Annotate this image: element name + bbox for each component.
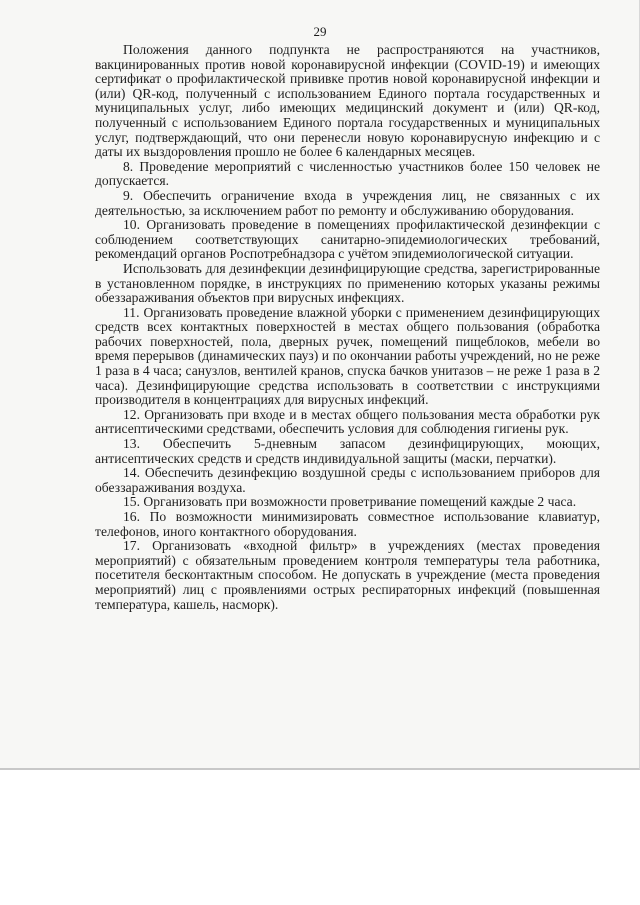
paragraph-item-10: 10. Организовать проведение в помещениях профилактической дезинфекции с соблюдением соответствующих санитарно-эпидемиологических требований, рекомендаций органов Роспотребнадзора с учётом эпидемиологической ситуации.: [95, 217, 600, 262]
document-body: [95, 43, 600, 612]
paragraph-item-16: 16. По возможности минимизировать совместное использование клавиатур, телефонов, иного контактного оборудования.: [95, 509, 600, 539]
paragraph-item-8: 8. Проведение мероприятий с численностью участников более 150 человек не допускается.: [95, 158, 600, 189]
page-number: 29: [313, 24, 327, 39]
paragraph-item-13: 13. Обеспечить 5-дневным запасом дезинфицирующих, моющих, антисептических средств и средств индивидуальной защиты (маски, перчатки).: [95, 436, 600, 466]
paragraph-item-17: 17. Организовать «входной фильтр» в учреждениях (местах проведения мероприятий) с обязательным проведением контроля температуры тела работника, посетителя бесконтактным способом. Не допускать в учреждение (места проведения мероприятий) лиц с проявлениями острых респираторных инфекций (повышенная температура, кашель, насморк).: [95, 538, 600, 612]
paragraph-disinfectants: Использовать для дезинфекции дезинфицирующие средства, зарегистрированные в установленном порядке, в инструкциях по применению которых указаны режимы обеззараживания объектов при вирусных инфекциях.: [95, 260, 600, 306]
paragraph-item-14: 14. Обеспечить дезинфекцию воздушной среды с использованием приборов для обеззараживания воздуха.: [95, 465, 600, 495]
paragraph-item-15: 15. Организовать при возможности проветривание помещений каждые 2 часа.: [123, 494, 577, 510]
paragraph-item-11: 11. Организовать проведение влажной уборки с применением дезинфицирующих средств всех контактных поверхностей в местах общего пользования (обработка рабочих поверхностей, пола, дверных ручек, помещений пищеблоков, мебели во время перерывов (динамических пауз) и по окончании работы учреждений, но не реже 1 раза в 4 часа; санузлов, вентилей кранов, спуска бачков унитазов – не реже 1 раза в 2 часа). Дезинфицирующие средства использовать в соответствии с инструкциями производителя в концентрациях для вирусных инфекций.: [95, 304, 600, 408]
paragraph-item-9: 9. Обеспечить ограничение входа в учреждения лиц, не связанных с их деятельностью, за исключением работ по ремонту и обслуживанию оборудования.: [95, 187, 600, 218]
paragraph-item-12: 12. Организовать при входе и в местах общего пользования места обработки рук антисептическими средствами, обеспечить условия для соблюдения гигиены рук.: [95, 406, 600, 437]
paragraph-covid-exemption: Положения данного подпункта не распространяются на участников, вакцинированных против новой коронавирусной инфекции (COVID-19) и имеющих сертификат о профилактической прививке против новой коронавирусной инфекции и (или) QR-код, полученный с использованием Единого портала государственных и муниципальных услуг, либо имеющих медицинский документ и (или) QR-код, полученный с использованием Единого портала государственных и муниципальных услуг, подтверждающий, что они перенесли новую коронавирусную инфекцию и с даты их выздоровления прошло не более 6 календарных месяцев.: [95, 42, 600, 160]
